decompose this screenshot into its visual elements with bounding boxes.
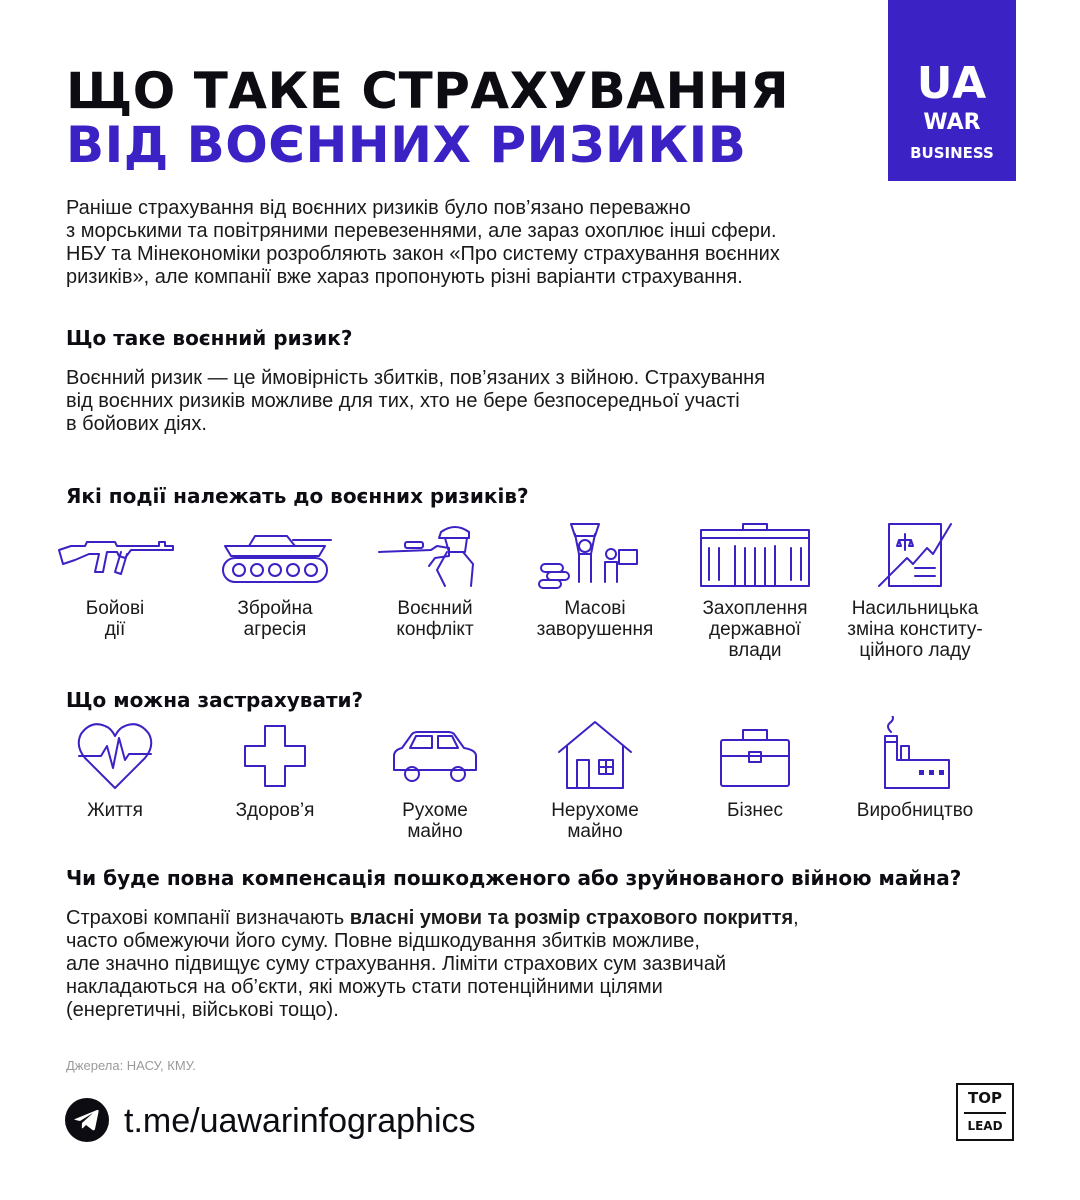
compensation-text-end: , часто обмежуючи його суму. Повне відшкодування збитків можливе, але значно підвищує суму страхування. Ліміти страхових сум зазвичай накладаються на об’єкти, які можуть стати потенційними цілями (енергетичні, військові тощо).	[66, 907, 799, 1021]
compensation-text-bold: власні умови та розмір страхового покриття	[349, 907, 794, 929]
top-lead-line-2: LEAD	[967, 1119, 1003, 1133]
insurable-label-production: Виробництво	[856, 800, 974, 821]
rifle-icon	[55, 520, 175, 590]
factory-icon	[875, 716, 955, 792]
ua-war-business-logo	[888, 0, 1016, 181]
government-building-icon	[695, 520, 815, 590]
title-line-2: ВІД ВОЄННИХ РИЗИКІВ	[66, 116, 747, 174]
insurable-icon-row	[30, 716, 1050, 846]
insurable-label-business: Бізнес	[727, 800, 783, 821]
event-label-riots: Масові заворушення	[536, 598, 654, 640]
protest-icon	[535, 520, 655, 590]
car-icon	[390, 716, 480, 792]
top-lead-divider	[964, 1112, 1006, 1114]
logo-line-2: WAR	[923, 110, 981, 135]
sniper-icon	[375, 520, 495, 590]
insurable-label-movable: Рухоме майно	[402, 800, 468, 842]
event-label-constitution-change: Насильницька зміна конститу- ційного ладу	[847, 598, 983, 661]
section-heading-insurable: Що можна застрахувати?	[66, 688, 364, 712]
event-label-aggression: Збройна агресія	[237, 598, 313, 640]
logo-line-1: UA	[916, 58, 988, 109]
event-label-conflict: Воєнний конфлікт	[396, 598, 474, 640]
telegram-icon[interactable]	[64, 1097, 110, 1143]
intro-text: Раніше страхування від воєнних ризиків було пов’язано переважно з морськими та повітряними перевезеннями, але зараз охоплює інші сфери. НБУ та Мінекономіки розробляють закон «Про систему страхування воєнних ризиків», але компанії вже хараз пропонують різні варіанти страхування.	[66, 197, 780, 288]
insurable-label-health: Здоров’я	[235, 800, 315, 821]
war-risk-definition: Воєнний ризик — це ймовірність збитків, пов’язаних з війною. Страхування від воєнних ризиків можливе для тих, хто не бере безпосередньої участі в бойових діях.	[66, 367, 766, 435]
section-heading-war-risk: Що таке воєнний ризик?	[66, 326, 353, 350]
section-heading-events: Які події належать до воєнних ризиків?	[66, 484, 529, 508]
event-label-power-seizure: Захоплення державної влади	[702, 598, 808, 661]
section-heading-compensation: Чи буде повна компенсація пошкодженого або зруйнованого війною майна?	[66, 866, 962, 890]
medical-cross-icon	[235, 716, 315, 792]
logo-line-3: BUSINESS	[910, 144, 994, 162]
house-icon	[555, 716, 635, 792]
event-label-combat: Бойові дії	[85, 598, 145, 640]
briefcase-icon	[715, 716, 795, 792]
events-icon-row	[30, 520, 1050, 670]
insurable-label-life: Життя	[87, 800, 143, 821]
title-line-1: ЩО ТАКЕ СТРАХУВАННЯ	[66, 62, 790, 120]
broken-law-icon	[855, 520, 975, 590]
sources-note: Джерела: НАСУ, КМУ.	[66, 1058, 196, 1073]
insurable-label-real-estate: Нерухоме майно	[551, 800, 639, 842]
heart-pulse-icon	[75, 716, 155, 792]
compensation-text-start: Страхові компанії визначають	[66, 907, 350, 929]
tank-icon	[215, 520, 335, 590]
compensation-text	[66, 907, 799, 1022]
top-lead-line-1: TOP	[968, 1089, 1002, 1107]
top-lead-logo	[956, 1083, 1014, 1141]
telegram-link[interactable]: t.me/uawarinfographics	[124, 1102, 476, 1140]
